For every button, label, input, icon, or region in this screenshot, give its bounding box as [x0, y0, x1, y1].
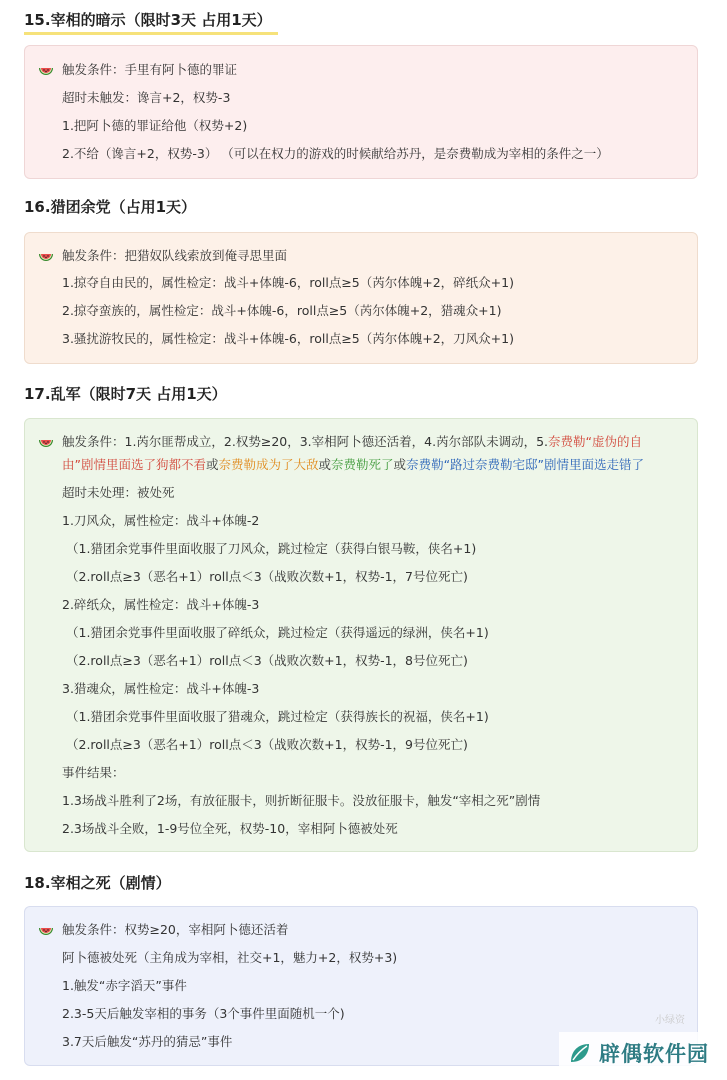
- text-line: 阿卜德被处死（主角成为宰相，社交+1，魅力+2，权势+3): [62, 950, 398, 965]
- trigger-line-1: 触发条件：1.芮尔匪帮成立，2.权势≥20，3.宰相阿卜德还活着，4.芮尔部队未调动，5.奈费勒“虚伪的自: [62, 434, 642, 449]
- section-18-header: [24, 873, 700, 895]
- text-line: 超时未处理：被处死: [62, 485, 175, 500]
- watermark-text: 辟偶软件园: [599, 1042, 709, 1066]
- text-line: 2.不给（谗言+2，权势-3） （可以在权力的游戏的时候献给苏丹，是奈费勒成为宰相的条件之一）: [62, 146, 609, 161]
- section-title: 15.宰相的暗示（限时3天 占用1天）: [24, 10, 278, 35]
- trigger-line-2: 由”剧情里面选了狗都不看或奈费勒成为了大敌或奈费勒死了或奈费勒“路过奈费勒宅邸”剧情里面选走错了: [62, 457, 645, 472]
- leaf-logo-icon: [567, 1040, 593, 1066]
- watermelon-icon: [38, 434, 54, 450]
- text-line: （1.猎团余党事件里面收服了猎魂众，跳过检定（获得族长的祝福，侠名+1): [66, 709, 489, 724]
- text-line: （2.roll点≥3（恶名+1）roll点＜3（战败次数+1，权势-1，7号位死亡): [66, 569, 468, 584]
- section-15-header: [24, 10, 700, 35]
- text-line: 超时未触发：谗言+2，权势-3: [62, 90, 231, 105]
- section-title: 18.宰相之死（剧情）: [24, 874, 171, 892]
- trigger-line: 触发条件：手里有阿卜德的罪证: [62, 62, 238, 77]
- text-line: 2.碎纸众，属性检定：战斗+体魄-3: [62, 597, 260, 612]
- section-17-header: [24, 384, 700, 406]
- text-line: 3.骚扰游牧民的，属性检定：战斗+体魄-6，roll点≥5（芮尔体魄+2，刀风众+1): [62, 331, 514, 346]
- text-line: （1.猎团余党事件里面收服了刀风众，跳过检定（获得白银马鞍，侠名+1): [66, 541, 477, 556]
- text-line: （2.roll点≥3（恶名+1）roll点＜3（战败次数+1，权势-1，8号位死亡): [66, 653, 468, 668]
- text-line: （1.猎团余党事件里面收服了碎纸众，跳过检定（获得遥远的绿洲，侠名+1): [66, 625, 489, 640]
- text-line: 2.3-5天后触发宰相的事务（3个事件里面随机一个): [62, 1006, 345, 1021]
- text-line: 1.3场战斗胜利了2场，有放征服卡，则折断征服卡。没放征服卡，触发“宰相之死”剧情: [62, 793, 541, 808]
- text-line: 3.7天后触发“苏丹的猜忌”事件: [62, 1034, 233, 1049]
- text-line: 事件结果：: [62, 765, 125, 780]
- trigger-line: 触发条件：权势≥20，宰相阿卜德还活着: [62, 922, 289, 937]
- text-line: （2.roll点≥3（恶名+1）roll点＜3（战败次数+1，权势-1，9号位死亡): [66, 737, 468, 752]
- text-line: 2.掠夺蛮族的，属性检定：战斗+体魄-6，roll点≥5（芮尔体魄+2，猎魂众+1): [62, 303, 502, 318]
- section-16-header: [24, 197, 700, 219]
- text-line: 2.3场战斗全败，1-9号位全死，权势-10，宰相阿卜德被处死: [62, 821, 398, 836]
- site-watermark: [559, 1032, 717, 1074]
- watermelon-icon: [38, 62, 54, 78]
- trigger-line: 触发条件：把猎奴队线索放到俺寻思里面: [62, 248, 288, 263]
- text-line: 3.猎魂众，属性检定：战斗+体魄-3: [62, 681, 260, 696]
- watermelon-icon: [38, 922, 54, 938]
- section-title: 16.猎团余党（占用1天）: [24, 198, 197, 216]
- text-line: 1.触发“赤字滔天”事件: [62, 978, 187, 993]
- text-line: 1.掠夺自由民的，属性检定：战斗+体魄-6，roll点≥5（芮尔体魄+2，碎纸众+1): [62, 275, 514, 290]
- section-title: 17.乱军（限时7天 占用1天）: [24, 385, 227, 403]
- text-line: 1.把阿卜德的罪证给他（权势+2): [62, 118, 248, 133]
- text-line: 1.刀风众，属性检定：战斗+体魄-2: [62, 513, 260, 528]
- watermelon-icon: [38, 248, 54, 264]
- faint-watermark: 小绿资: [655, 1015, 685, 1026]
